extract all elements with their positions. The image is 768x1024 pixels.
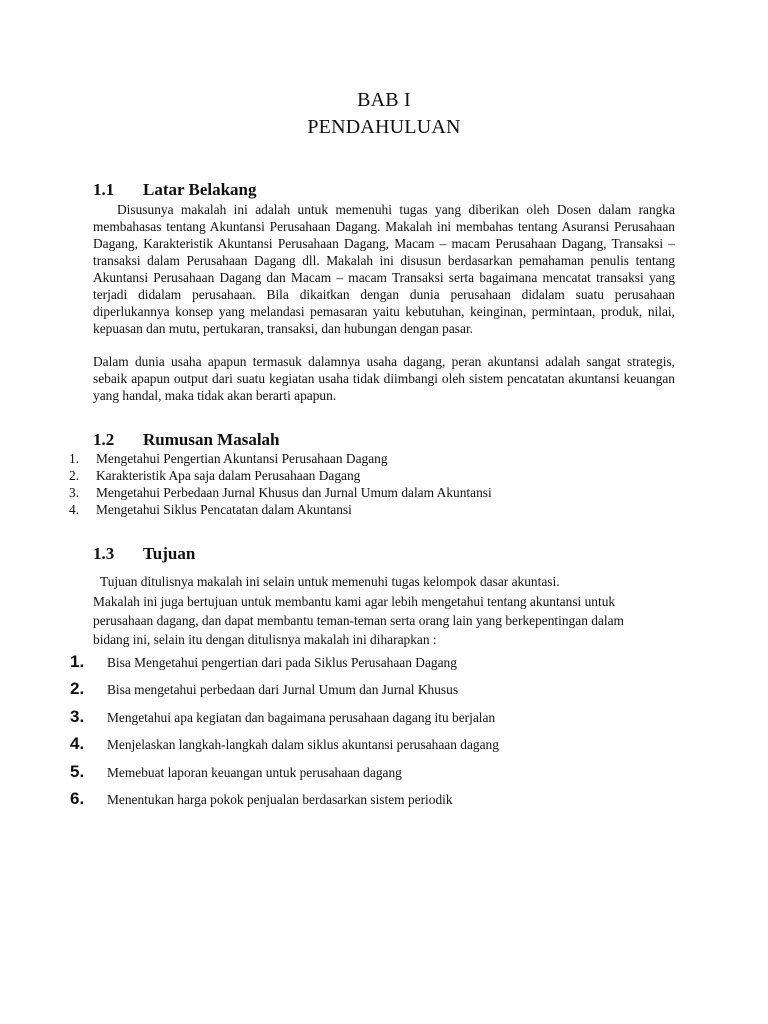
section-heading-latar-belakang: [93, 180, 257, 200]
tujuan-intro-2: Makalah ini juga bertujuan untuk membantu kami agar lebih mengetahui tentang akuntansi untuk perusahaan dagang, dan dapat membantu teman-teman serta orang lain yang berkepentingan dalam bidang ini, selain itu dengan ditulisnya makalah ini diharapkan :: [93, 594, 624, 647]
list-item-text: Bisa Mengetahui pengertian dari pada Siklus Perusahaan Dagang: [107, 655, 457, 670]
chapter-subtitle: PENDAHULUAN: [307, 116, 461, 138]
section-title: Latar Belakang: [143, 180, 257, 199]
chapter-title: BAB I: [357, 89, 411, 111]
list-item: [70, 734, 499, 762]
list-item-text: Mengetahui Pengertian Akuntansi Perusahaan Dagang: [96, 451, 388, 466]
list-item-text: Mengetahui Siklus Pencatatan dalam Akuntansi: [96, 502, 352, 517]
list-item-text: Bisa mengetahui perbedaan dari Jurnal Umum dan Jurnal Khusus: [107, 682, 459, 698]
list-number: 3.: [70, 706, 85, 726]
list-number: 4.: [69, 502, 80, 517]
list-number: 2.: [70, 679, 85, 699]
list-number: 1.: [69, 451, 80, 466]
paragraph-latar-belakang-2: [93, 353, 675, 404]
paragraph-text: Disusunya makalah ini adalah untuk memenuhi tugas yang diberikan oleh Dosen dalam rangka membahasas tentang Akuntansi Perusahaan Dagang. Makalah ini membahas tentang Asuransi Perusahaan Dagang, Karakteristik Akuntansi Perusahaan Dagang, Macam – macam Perusahaan Dagang, Transaksi – transaksi dalam Perusahaan Dagang dll. Makalah ini disusun berdasarkan pemahaman penulis tentang Akuntansi Perusahaan Dagang dan Macam – macam Transaksi serta bagaimana mencatat transaksi yang terjadi didalam perusahaan. Bila dikaitkan dengan dunia perusahaan didalam suatu perusahaan diperlukannya konsep yang melandasi pemasaran yaitu kebutuhan, keinginan, permintaan, produk, nilai, kepuasan dan mutu, pertukaran, transaksi, dan hubungan dengan pasar.: [93, 202, 675, 336]
list-item-text: Mengetahui apa kegiatan dan bagaimana perusahaan dagang itu berjalan: [107, 709, 496, 725]
section-number: 1.2: [93, 430, 115, 449]
list-item-text: Menentukan harga pokok penjualan berdasarkan sistem periodik: [107, 791, 453, 807]
list-item-text: Mengetahui Perbedaan Jurnal Khusus dan Jurnal Umum dalam Akuntansi: [96, 485, 492, 500]
list-item: [70, 652, 499, 680]
list-item: [69, 501, 492, 518]
list-number: 3.: [69, 485, 80, 500]
rumusan-masalah-list: [69, 450, 492, 518]
list-item: [70, 761, 499, 790]
section-number: 1.1: [93, 180, 115, 199]
list-number: 5.: [70, 761, 85, 781]
list-item-text: Karakteristik Apa saja dalam Perusahaan Dagang: [96, 468, 361, 483]
list-item: [69, 450, 492, 467]
section-title: Rumusan Masalah: [143, 430, 280, 449]
list-item: [70, 706, 499, 735]
list-item: [69, 484, 492, 501]
list-item: [70, 788, 499, 817]
paragraph-latar-belakang-1: [93, 201, 675, 337]
list-number: 6.: [70, 788, 85, 808]
list-item: [70, 679, 499, 707]
section-title: Tujuan: [143, 544, 196, 563]
section-heading-rumusan-masalah: [93, 430, 280, 450]
list-item-text: Memebuat laporan keuangan untuk perusahaan dagang: [107, 764, 402, 780]
tujuan-list: [70, 652, 499, 817]
list-number: 4.: [70, 734, 85, 754]
list-number: 1.: [70, 652, 85, 671]
list-item: [69, 467, 492, 484]
paragraph-text: Dalam dunia usaha apapun termasuk dalamnya usaha dagang, peran akuntansi adalah sangat strategis, sebaik apapun output dari suatu kegiatan usaha tidak diimbangi oleh sistem pencatatan akuntansi keuangan yang handal, maka tidak akan berarti apapun.: [93, 354, 675, 403]
tujuan-intro-1: Tujuan ditulisnya makalah ini selain untuk memenuhi tugas kelompok dasar akuntasi.: [100, 574, 560, 589]
list-item-text: Menjelaskan langkah-langkah dalam siklus akuntansi perusahaan dagang: [107, 737, 499, 753]
section-number: 1.3: [93, 544, 115, 563]
section-heading-tujuan: [93, 544, 195, 564]
list-number: 2.: [69, 468, 80, 483]
